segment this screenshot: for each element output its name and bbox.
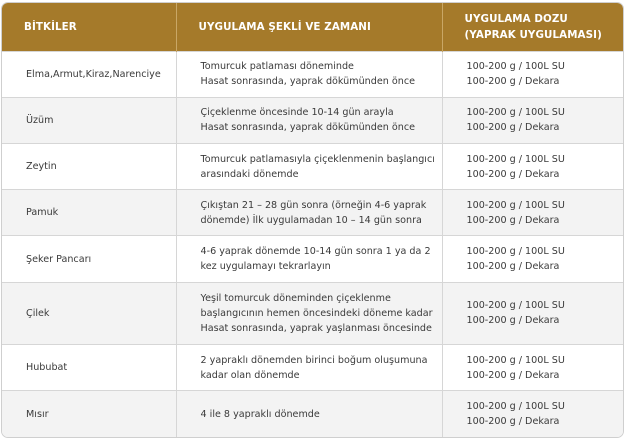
dose-line: 100-200 g / Dekara <box>466 369 560 381</box>
method-cell <box>176 143 442 189</box>
method-cell <box>176 51 442 97</box>
plant-name: Üzüm <box>26 114 54 126</box>
table-row <box>2 143 623 189</box>
dose-cell <box>442 143 623 189</box>
dose-line: 100-200 g / 100L SU <box>466 61 565 73</box>
header-dose <box>442 3 623 51</box>
method-cell <box>176 236 442 282</box>
plant-cell <box>2 51 176 97</box>
plant-name: Hububat <box>26 362 68 374</box>
method-cell <box>176 391 442 437</box>
table-row <box>2 282 623 344</box>
plant-cell <box>2 143 176 189</box>
method-cell <box>176 190 442 236</box>
plant-cell <box>2 236 176 282</box>
dose-line: 100-200 g / Dekara <box>466 76 560 88</box>
plant-cell <box>2 391 176 437</box>
method-line: 4 ile 8 yapraklı dönemde <box>200 408 320 420</box>
method-cell <box>176 344 442 390</box>
plant-name: Pamuk <box>26 207 59 219</box>
application-table-container <box>1 2 624 438</box>
plant-name: Mısır <box>26 408 49 420</box>
method-line: dönemde) İlk uygulamadan 10 – 14 gün sonra <box>200 214 422 226</box>
header-method-time: UYGULAMA ŞEKLİ VE ZAMANI <box>176 3 442 51</box>
plant-cell <box>2 344 176 390</box>
dose-line: 100-200 g / Dekara <box>466 214 560 226</box>
method-line: kadar olan dönemde <box>200 369 300 381</box>
method-line: 4-6 yaprak dönemde 10-14 gün sonra 1 ya da 2 <box>200 246 431 258</box>
plant-name: Elma,Armut,Kiraz,Narenciye <box>26 68 161 80</box>
method-cell <box>176 282 442 344</box>
dose-cell <box>442 282 623 344</box>
table-row <box>2 391 623 437</box>
method-line: kez uygulamayı tekrarlayın <box>200 261 331 273</box>
dose-line: 100-200 g / 100L SU <box>466 153 565 165</box>
method-line: Tomurcuk patlamasıyla çiçeklenmenin başlangıcı <box>200 153 435 165</box>
application-dose-table <box>2 3 623 437</box>
header-dose-line1: UYGULAMA DOZU <box>464 12 568 25</box>
dose-line: 100-200 g / 100L SU <box>466 300 565 312</box>
plant-name: Şeker Pancarı <box>26 253 92 265</box>
header-plants: BİTKİLER <box>2 3 176 51</box>
method-line: 2 yapraklı dönemden birinci boğum oluşumuna <box>200 354 428 366</box>
method-line: başlangıcının hemen öncesindeki döneme kadar <box>200 307 433 319</box>
method-line: Hasat sonrasında, yaprak dökümünden önce <box>200 76 415 88</box>
method-line: Yeşil tomurcuk döneminden çiçeklenme <box>200 292 391 304</box>
dose-line: 100-200 g / 100L SU <box>466 401 565 413</box>
header-dose-line2: (YAPRAK UYGULAMASI) <box>464 28 602 41</box>
dose-cell <box>442 51 623 97</box>
plant-name: Zeytin <box>26 161 57 173</box>
dose-line: 100-200 g / Dekara <box>466 315 560 327</box>
dose-cell <box>442 344 623 390</box>
table-row <box>2 51 623 97</box>
table-header <box>2 3 623 51</box>
dose-line: 100-200 g / Dekara <box>466 122 560 134</box>
plant-cell <box>2 97 176 143</box>
method-line: Çıkıştan 21 – 28 gün sonra (örneğin 4-6 yaprak <box>200 199 427 211</box>
method-cell <box>176 97 442 143</box>
table-row <box>2 344 623 390</box>
plant-cell <box>2 190 176 236</box>
dose-cell <box>442 97 623 143</box>
dose-line: 100-200 g / Dekara <box>466 416 560 428</box>
method-line: arasındaki dönemde <box>200 168 299 180</box>
method-line: Hasat sonrasında, yaprak dökümünden önce <box>200 122 415 134</box>
table-body <box>2 51 623 437</box>
method-line: Hasat sonrasında, yaprak yaşlanması öncesinde <box>200 322 432 334</box>
table-row <box>2 97 623 143</box>
plant-cell <box>2 282 176 344</box>
table-row <box>2 236 623 282</box>
plant-name: Çilek <box>26 307 50 319</box>
header-row <box>2 3 623 51</box>
dose-cell <box>442 391 623 437</box>
dose-cell <box>442 190 623 236</box>
table-row <box>2 190 623 236</box>
dose-line: 100-200 g / 100L SU <box>466 107 565 119</box>
dose-line: 100-200 g / 100L SU <box>466 354 565 366</box>
dose-line: 100-200 g / Dekara <box>466 261 560 273</box>
method-line: Tomurcuk patlaması döneminde <box>200 61 354 73</box>
method-line: Çiçeklenme öncesinde 10-14 gün arayla <box>200 107 394 119</box>
dose-line: 100-200 g / 100L SU <box>466 199 565 211</box>
dose-line: 100-200 g / 100L SU <box>466 246 565 258</box>
dose-cell <box>442 236 623 282</box>
dose-line: 100-200 g / Dekara <box>466 168 560 180</box>
